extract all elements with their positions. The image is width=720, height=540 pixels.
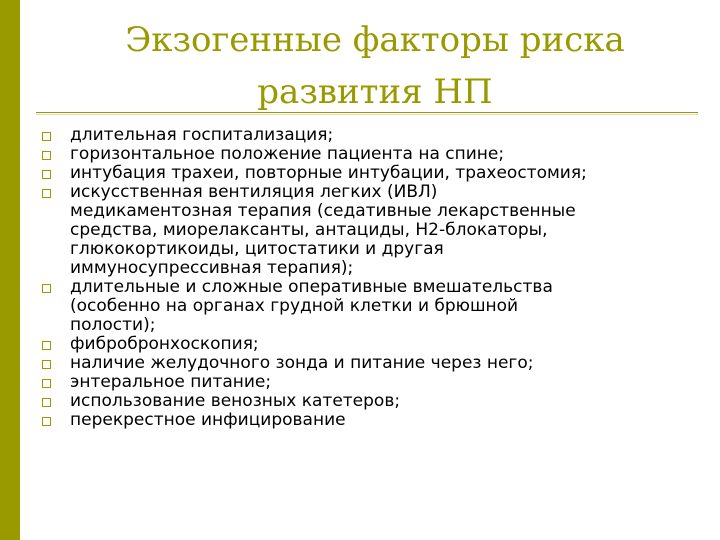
square-bullet-icon xyxy=(40,373,70,391)
square-bullet-icon xyxy=(40,278,70,296)
list-item-text: длительные и сложные оперативные вмешательства (особенно на органах грудной клетки и брюшной полости); xyxy=(70,277,553,335)
list-item xyxy=(40,145,700,164)
square-bullet-icon xyxy=(40,354,70,372)
square-bullet-icon xyxy=(40,392,70,410)
square-bullet-icon xyxy=(40,335,70,353)
list-item-text: длительная госпитализация; xyxy=(70,125,334,145)
list-item-text: перекрестное инфицирование xyxy=(70,410,346,430)
square-bullet-icon xyxy=(40,126,70,144)
list-item xyxy=(40,373,700,392)
title-line-1: Экзогенные факторы риска xyxy=(125,20,625,60)
list-item xyxy=(40,335,700,354)
list-item xyxy=(40,164,700,183)
list-item-text: интубация трахеи, повторные интубации, трахеостомия; xyxy=(70,163,587,183)
list-item-text: наличие желудочного зонда и питание через него; xyxy=(70,353,534,373)
square-bullet-icon xyxy=(40,183,70,201)
list-item-text: горизонтальное положение пациента на спине; xyxy=(70,144,505,164)
title-divider xyxy=(36,112,698,113)
square-bullet-icon xyxy=(40,411,70,429)
list-item-text: фибробронхоскопия; xyxy=(70,334,259,354)
list-item-text: искусственная вентиляция легких (ИВЛ) медикаментозная терапия (седативные лекарственные средства, миорелаксанты, антациды, Н2-блокаторы, глюкокортикоиды, цитостатики и другая иммуносупрессивная терапия); xyxy=(70,182,576,278)
list-item-text: энтеральное питание; xyxy=(70,372,272,392)
list-item xyxy=(40,278,700,335)
slide-title xyxy=(30,14,720,118)
risk-factor-list xyxy=(40,126,700,430)
side-accent-bar xyxy=(0,0,20,540)
list-item xyxy=(40,183,700,278)
list-item xyxy=(40,354,700,373)
title-divider-shadow xyxy=(36,114,698,115)
square-bullet-icon xyxy=(40,164,70,182)
square-bullet-icon xyxy=(40,145,70,163)
list-item xyxy=(40,392,700,411)
title-line-2: развития НП xyxy=(257,72,493,112)
list-item xyxy=(40,126,700,145)
list-item xyxy=(40,411,700,430)
list-item-text: использование венозных катетеров; xyxy=(70,391,401,411)
